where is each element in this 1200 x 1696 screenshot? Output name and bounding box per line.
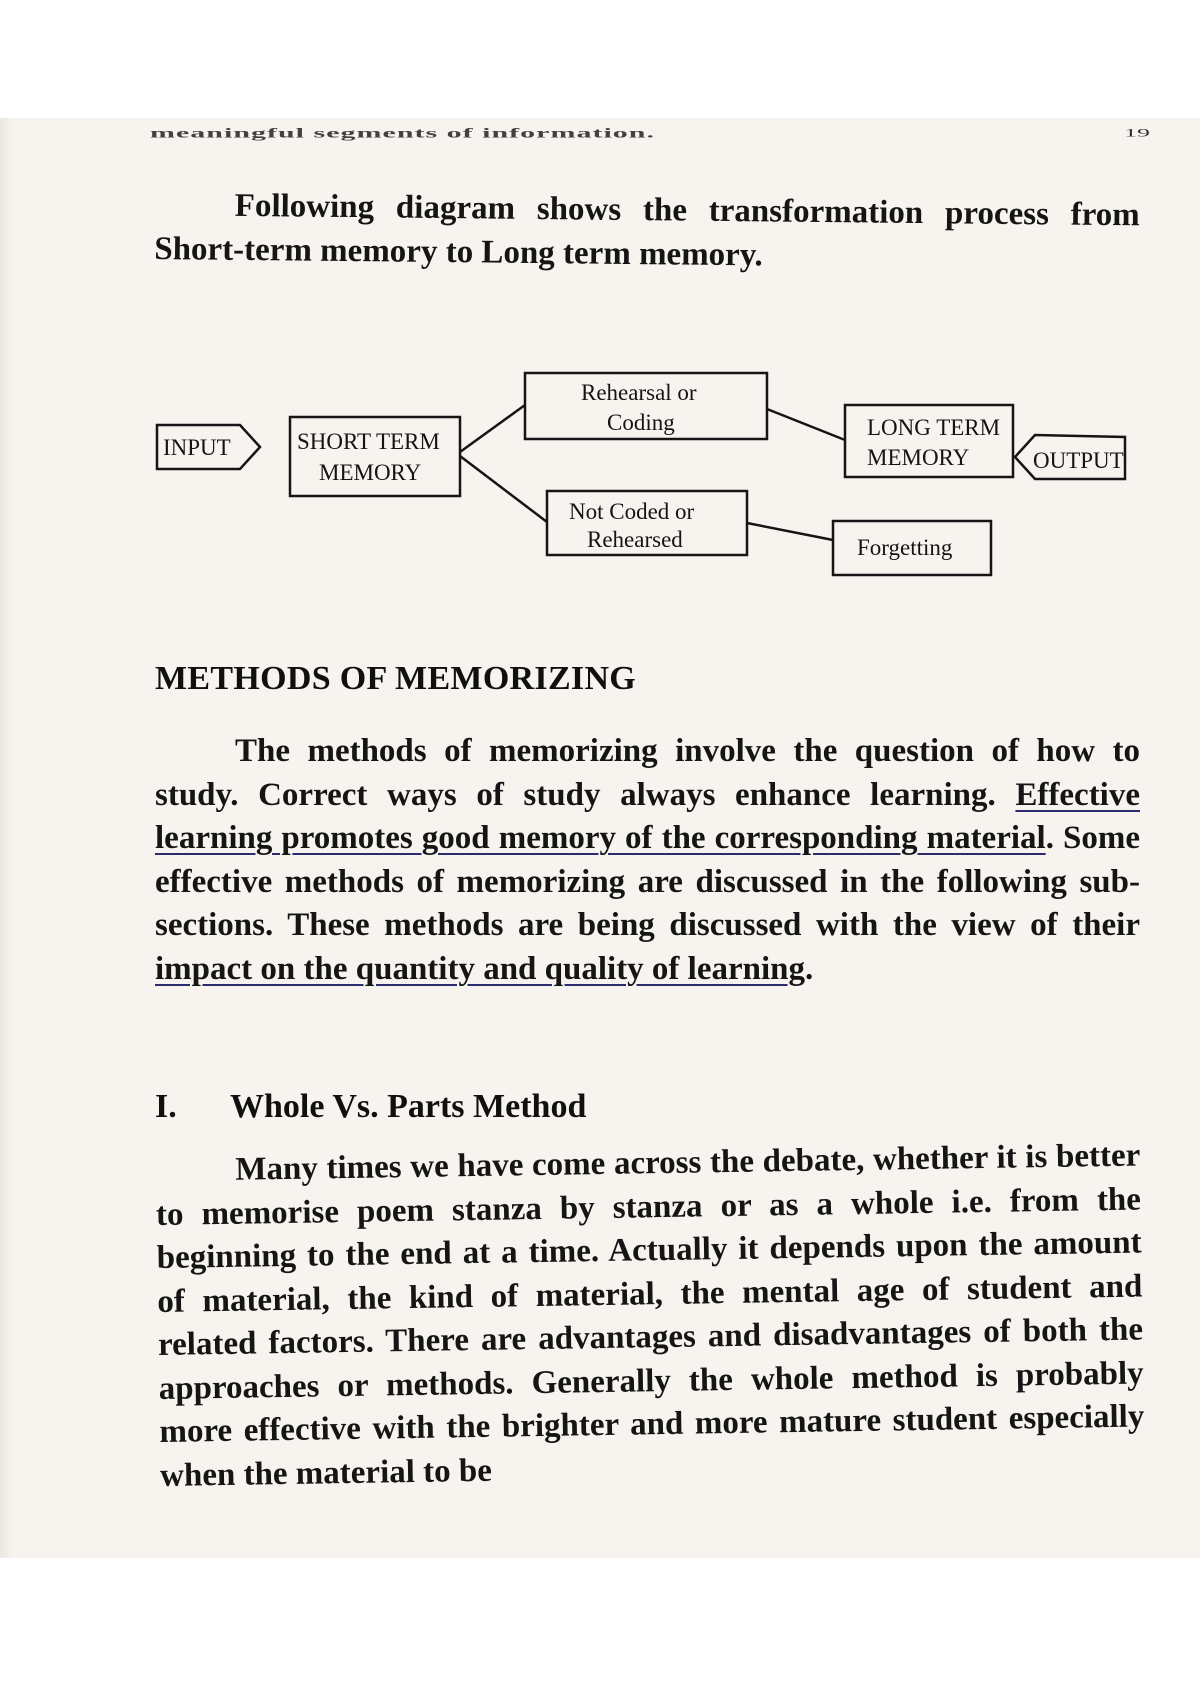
methods-text-3: . — [805, 950, 814, 987]
memory-diagram — [155, 365, 1135, 580]
section-heading: METHODS OF MEMORIZING — [155, 660, 637, 697]
output-label: OUTPUT — [1033, 448, 1124, 473]
ink-underline-2: impact on the quantity and quality of learning — [155, 950, 806, 987]
connector-stm-rehearsal — [460, 405, 525, 452]
input-label: INPUT — [163, 435, 231, 460]
rehearsal-label-2: Coding — [607, 410, 675, 435]
forgetting-label: Forgetting — [857, 535, 953, 560]
subsection-number: I. — [155, 1088, 177, 1125]
connector-stm-notcoded — [460, 456, 547, 522]
page-edge — [0, 118, 14, 1558]
subsection-heading — [155, 1088, 586, 1126]
whole-vs-parts-paragraph: Many times we have come across the debate, whether it is better to memorise poem stanza by stanza or as a whole i.e. from the beginning to the end at a time. Actually it depends upon the amount of material, the kind of material, the mental age of student and related factors. There are advantages and disadvantages of both the approaches or methods. Generally the whole method is probably more effective with the brighter and more mature student especially when the material to be — [155, 1137, 1145, 1494]
methods-text-2: . Some effective methods of memorizing are discussed in the following sub-sections. These methods are being discussed with the view of their — [155, 820, 1140, 943]
subsection-title: Whole Vs. Parts Method — [230, 1088, 587, 1125]
methods-paragraph — [155, 730, 1140, 991]
top-cut-page-number: 19 — [1124, 126, 1150, 140]
long-term-label-2: MEMORY — [867, 445, 970, 470]
connector-notcoded-forgetting — [747, 523, 833, 540]
rehearsal-label-1: Rehearsal or — [581, 380, 697, 405]
methods-text-1: The methods of memorizing involve the question of how to study. Correct ways of study always enhance learning. — [155, 733, 1140, 813]
short-term-label-1: SHORT TERM — [297, 429, 440, 454]
connector-rehearsal-ltm — [767, 409, 845, 440]
not-coded-label-1: Not Coded or — [569, 499, 695, 524]
intro-paragraph: Following diagram shows the transformation process from Short-term memory to Long term memory. — [154, 187, 1140, 273]
short-term-label-2: MEMORY — [319, 460, 422, 485]
not-coded-label-2: Rehearsed — [587, 527, 683, 552]
top-cut-text: meaningful segments of information. — [150, 126, 655, 141]
long-term-label-1: LONG TERM — [867, 415, 1001, 440]
ink-underline-1: Effective learning promotes good memory of the corresponding material — [155, 776, 1140, 856]
